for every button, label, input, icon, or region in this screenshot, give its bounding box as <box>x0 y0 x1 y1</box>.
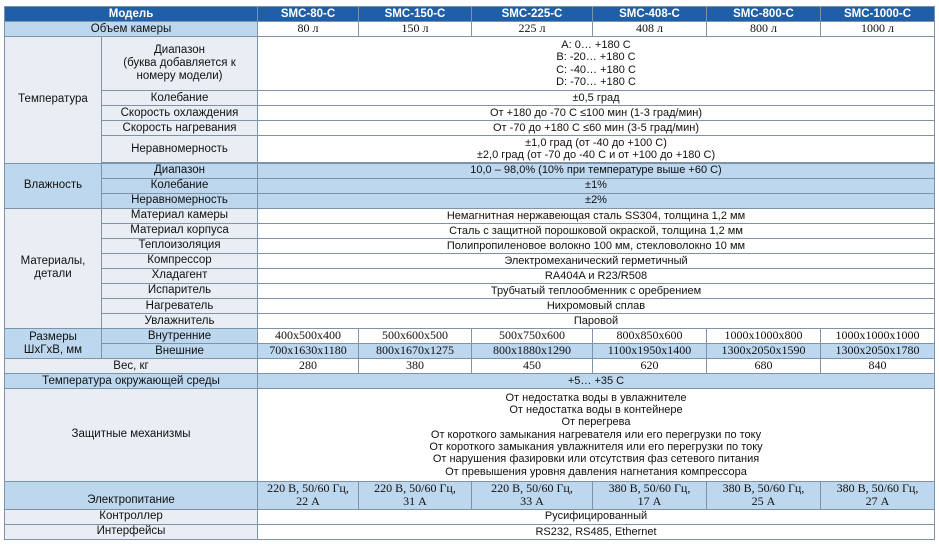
humidity-group-label: Влажность <box>5 163 102 208</box>
weight-label: Вес, кг <box>5 359 258 374</box>
material-row <box>5 314 935 329</box>
temperature-uniformity-value: ±1,0 град (от -40 до +100 С) ±2,0 град (от -70 до -40 С и от +100 до +180 С) <box>258 136 935 162</box>
dimensions-inner-value: 1000x1000x800 <box>707 329 821 344</box>
model-name: SMC-408-C <box>593 7 707 22</box>
dimensions-outer-value: 1300x2050x1590 <box>707 344 821 359</box>
temperature-uniformity-label: Неравномерность <box>102 136 258 162</box>
interfaces-row <box>5 524 935 539</box>
weight-value: 380 <box>359 359 472 374</box>
model-name: SMC-150-C <box>359 7 472 22</box>
power-value: 220 В, 50/60 Гц, 22 А <box>258 481 359 509</box>
temperature-uniformity-row <box>5 136 935 162</box>
specifications-table <box>4 6 935 540</box>
protection-item: От короткого замыкания нагревателя или его перегрузки по току <box>430 428 762 441</box>
model-name: SMC-80-C <box>258 7 359 22</box>
controller-label: Контроллер <box>5 509 258 524</box>
dimensions-inner-value: 500x750x600 <box>472 329 593 344</box>
temperature-range-value: A: 0… +180 C B: -20… +180 C C: -40… +180 C D: -70… +180 C <box>258 37 935 91</box>
chamber-volume-label: Объем камеры <box>5 22 258 37</box>
material-value: Немагнитная нержавеющая сталь SS304, толщина 1,2 мм <box>258 208 935 223</box>
chamber-volume-value: 800 л <box>707 22 821 37</box>
material-value: Сталь с защитной порошковой окраской, толщина 1,2 мм <box>258 223 935 238</box>
material-row <box>5 223 935 238</box>
temperature-fluctuation-value: ±0,5 град <box>258 91 935 106</box>
material-label: Материал корпуса <box>102 223 258 238</box>
protection-item: От перегрева <box>561 416 631 429</box>
temperature-range-row <box>5 37 935 91</box>
cooling-rate-value: От +180 до -70 С ≤100 мин (1-3 град/мин) <box>258 106 935 121</box>
dimensions-group-label: Размеры ШхГхВ, мм <box>5 329 102 359</box>
heating-rate-value: От -70 до +180 С ≤60 мин (3-5 град/мин) <box>258 121 935 136</box>
weight-value: 680 <box>707 359 821 374</box>
dimensions-outer-row <box>5 344 935 359</box>
dimensions-inner-value: 500x600x500 <box>359 329 472 344</box>
temperature-fluctuation-label: Колебание <box>102 91 258 106</box>
material-value: Полипропиленовое волокно 100 мм, стекловолокно 10 мм <box>258 238 935 253</box>
humidity-fluctuation-row <box>5 178 935 193</box>
model-name: SMC-225-C <box>472 7 593 22</box>
material-value: Паровой <box>258 314 935 329</box>
dimensions-outer-value: 700x1630x1180 <box>258 344 359 359</box>
dimensions-inner-value: 1000x1000x1000 <box>821 329 935 344</box>
weight-value: 280 <box>258 359 359 374</box>
interfaces-value: RS232, RS485, Ethernet <box>258 524 935 539</box>
dimensions-inner-value: 800x850x600 <box>593 329 707 344</box>
chamber-volume-value: 80 л <box>258 22 359 37</box>
power-value: 220 В, 50/60 Гц, 33 А <box>472 481 593 509</box>
protection-item: От нарушения фазировки или отсутствия фаз сетевого питания <box>432 453 760 466</box>
dimensions-inner-row <box>5 329 935 344</box>
cooling-rate-row <box>5 106 935 121</box>
material-label: Нагреватель <box>102 298 258 313</box>
dimensions-outer-label: Внешние <box>102 344 258 359</box>
material-label: Материал камеры <box>102 208 258 223</box>
humidity-uniformity-row <box>5 193 935 208</box>
protection-item: От превышения уровня давления нагнетания компрессора <box>445 465 747 478</box>
humidity-uniformity-value: ±2% <box>258 193 935 208</box>
humidity-fluctuation-value: ±1% <box>258 178 935 193</box>
dimensions-outer-value: 800x1670x1275 <box>359 344 472 359</box>
humidity-uniformity-label: Неравномерность <box>102 193 258 208</box>
weight-value: 450 <box>472 359 593 374</box>
cooling-rate-label: Скорость охлаждения <box>102 106 258 121</box>
material-row <box>5 268 935 283</box>
material-value: Нихромовый сплав <box>258 298 935 313</box>
protection-label: Защитные механизмы <box>5 389 258 481</box>
controller-row <box>5 509 935 524</box>
ambient-temperature-row <box>5 374 935 389</box>
material-row <box>5 298 935 313</box>
protection-list <box>258 389 935 481</box>
dimensions-inner-value: 400x500x400 <box>258 329 359 344</box>
chamber-volume-value: 408 л <box>593 22 707 37</box>
chamber-volume-value: 150 л <box>359 22 472 37</box>
weight-value: 620 <box>593 359 707 374</box>
header-row <box>5 7 935 22</box>
material-label: Испаритель <box>102 283 258 298</box>
material-label: Теплоизоляция <box>102 238 258 253</box>
humidity-range-row <box>5 163 935 178</box>
power-value: 380 В, 50/60 Гц, 25 А <box>707 481 821 509</box>
material-row <box>5 253 935 268</box>
chamber-volume-value: 1000 л <box>821 22 935 37</box>
material-label: Компрессор <box>102 253 258 268</box>
weight-value: 840 <box>821 359 935 374</box>
ambient-temperature-value: +5… +35 С <box>258 374 935 389</box>
model-name: SMC-800-C <box>707 7 821 22</box>
protection-item: От короткого замыкания увлажнителя или его перегрузки по току <box>429 441 763 454</box>
heating-rate-label: Скорость нагревания <box>102 121 258 136</box>
temperature-range-label: Диапазон (буква добавляется к номеру модели) <box>102 37 258 91</box>
power-value: 380 В, 50/60 Гц, 17 А <box>593 481 707 509</box>
material-value: RA404A и R23/R508 <box>258 268 935 283</box>
dimensions-outer-value: 800x1880x1290 <box>472 344 593 359</box>
model-name: SMC-1000-C <box>821 7 935 22</box>
material-value: Трубчатый теплообменник с оребрением <box>258 283 935 298</box>
material-label: Хладагент <box>102 268 258 283</box>
power-value: 220 В, 50/60 Гц, 31 А <box>359 481 472 509</box>
dimensions-outer-value: 1100x1950x1400 <box>593 344 707 359</box>
interfaces-label: Интерфейсы <box>5 524 258 539</box>
humidity-range-label: Диапазон <box>102 163 258 178</box>
protection-item: От недостатка воды в увлажнителе <box>505 391 687 404</box>
power-label: Электропитание <box>5 481 258 509</box>
material-label: Увлажнитель <box>102 314 258 329</box>
materials-group-label: Материалы, детали <box>5 208 102 328</box>
heating-rate-row <box>5 121 935 136</box>
controller-value: Русифицированный <box>258 509 935 524</box>
material-row <box>5 283 935 298</box>
temperature-group-label: Температура <box>5 37 102 163</box>
temperature-fluctuation-row <box>5 91 935 106</box>
material-row <box>5 238 935 253</box>
chamber-volume-row <box>5 22 935 37</box>
dimensions-inner-label: Внутренние <box>102 329 258 344</box>
protection-row <box>5 389 935 481</box>
power-value: 380 В, 50/60 Гц, 27 А <box>821 481 935 509</box>
weight-row <box>5 359 935 374</box>
humidity-fluctuation-label: Колебание <box>102 178 258 193</box>
protection-item: От недостатка воды в контейнере <box>509 404 683 417</box>
material-row <box>5 208 935 223</box>
humidity-range-value: 10,0 – 98,0% (10% при температуре выше +60 С) <box>258 163 935 178</box>
chamber-volume-value: 225 л <box>472 22 593 37</box>
material-value: Электромеханический герметичный <box>258 253 935 268</box>
model-header-label: Модель <box>5 7 258 22</box>
power-row <box>5 481 935 509</box>
ambient-temperature-label: Температура окружающей среды <box>5 374 258 389</box>
dimensions-outer-value: 1300x2050x1780 <box>821 344 935 359</box>
